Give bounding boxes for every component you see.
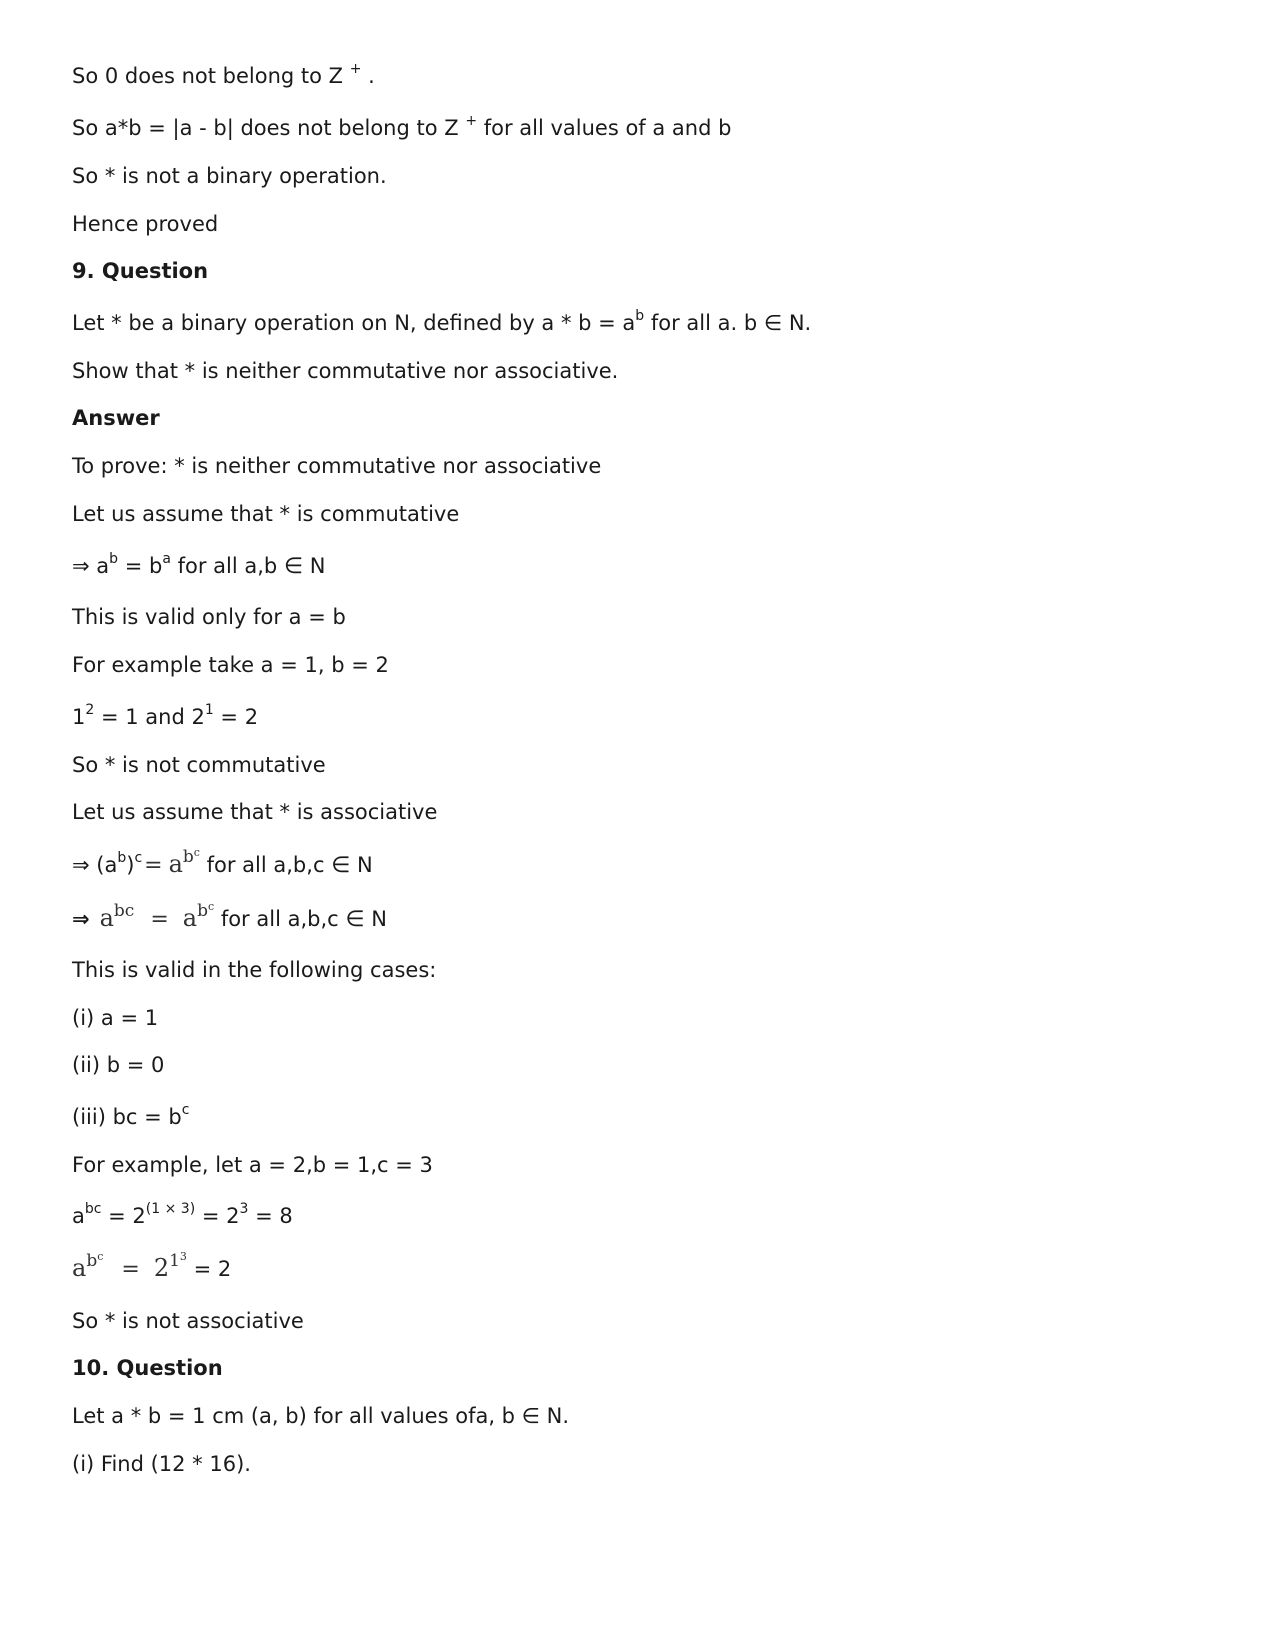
equation-commutative: ⇒ $a^b = b^a$ for all a,b ∈ N — [72, 551, 326, 579]
text-line-assume-commutative: Let us assume that * is commutative — [72, 502, 460, 526]
question-heading-10: 10. Question — [72, 1356, 223, 1380]
equation-example-tower: $a^{b^c}= 2^{1^3} = 2$ — [72, 1250, 232, 1282]
equation-example-abc: $a^{bc} = 2^{(1 \times 3)} = 2^3 = 8$ — [72, 1201, 293, 1228]
question-10-part-i: (i) Find (12 * 16). — [72, 1452, 251, 1476]
question-9-task: Show that * is neither commutative nor associative. — [72, 359, 619, 383]
text-line-not-binary: So * is not a binary operation. — [72, 164, 387, 188]
equation-associative-1: ⇒ $(a^b)^c= a^{b^c}$ for all a,b,c ∈ N — [72, 846, 373, 878]
text-line-to-prove: To prove: * is neither commutative nor associative — [72, 454, 602, 478]
equation-associative-2: ⇒ $a^{bc} = a^{b^c}$ for all a,b,c ∈ N — [72, 900, 387, 932]
text-line-zero-not-in-z: So 0 does not belong to Z + . — [72, 61, 375, 88]
case-iii: (iii) bc = $b^c$ — [72, 1102, 190, 1129]
text-line-valid-cases: This is valid in the following cases: — [72, 958, 437, 982]
equation-example-powers: $1^2 = 1$ and $2^1 = 2$ — [72, 702, 259, 729]
text-line-abs-difference: So a*b = |a - b| does not belong to Z + for all values of a and b — [72, 113, 732, 140]
answer-heading: Answer — [72, 406, 160, 430]
case-i: (i) a = 1 — [72, 1006, 159, 1030]
case-ii: (ii) b = 0 — [72, 1053, 165, 1077]
question-9-statement: Let * be a binary operation on N, defined by $a * b = a^b$ for all a. b ∈ N. — [72, 308, 812, 335]
text-line-example-commutative: For example take a = 1, b = 2 — [72, 653, 389, 677]
text-line-example-associative: For example, let a = 2,b = 1,c = 3 — [72, 1153, 433, 1177]
text-line-not-associative: So * is not associative — [72, 1309, 304, 1333]
question-10-statement: Let a * b = 1 cm (a, b) for all values ofa, b ∈ N. — [72, 1404, 570, 1428]
text-line-assume-associative: Let us assume that * is associative — [72, 800, 438, 824]
text-line-hence-proved: Hence proved — [72, 212, 219, 236]
text-line-not-commutative: So * is not commutative — [72, 753, 326, 777]
text-line-valid-only: This is valid only for a = b — [72, 605, 346, 629]
question-heading-9: 9. Question — [72, 259, 209, 283]
